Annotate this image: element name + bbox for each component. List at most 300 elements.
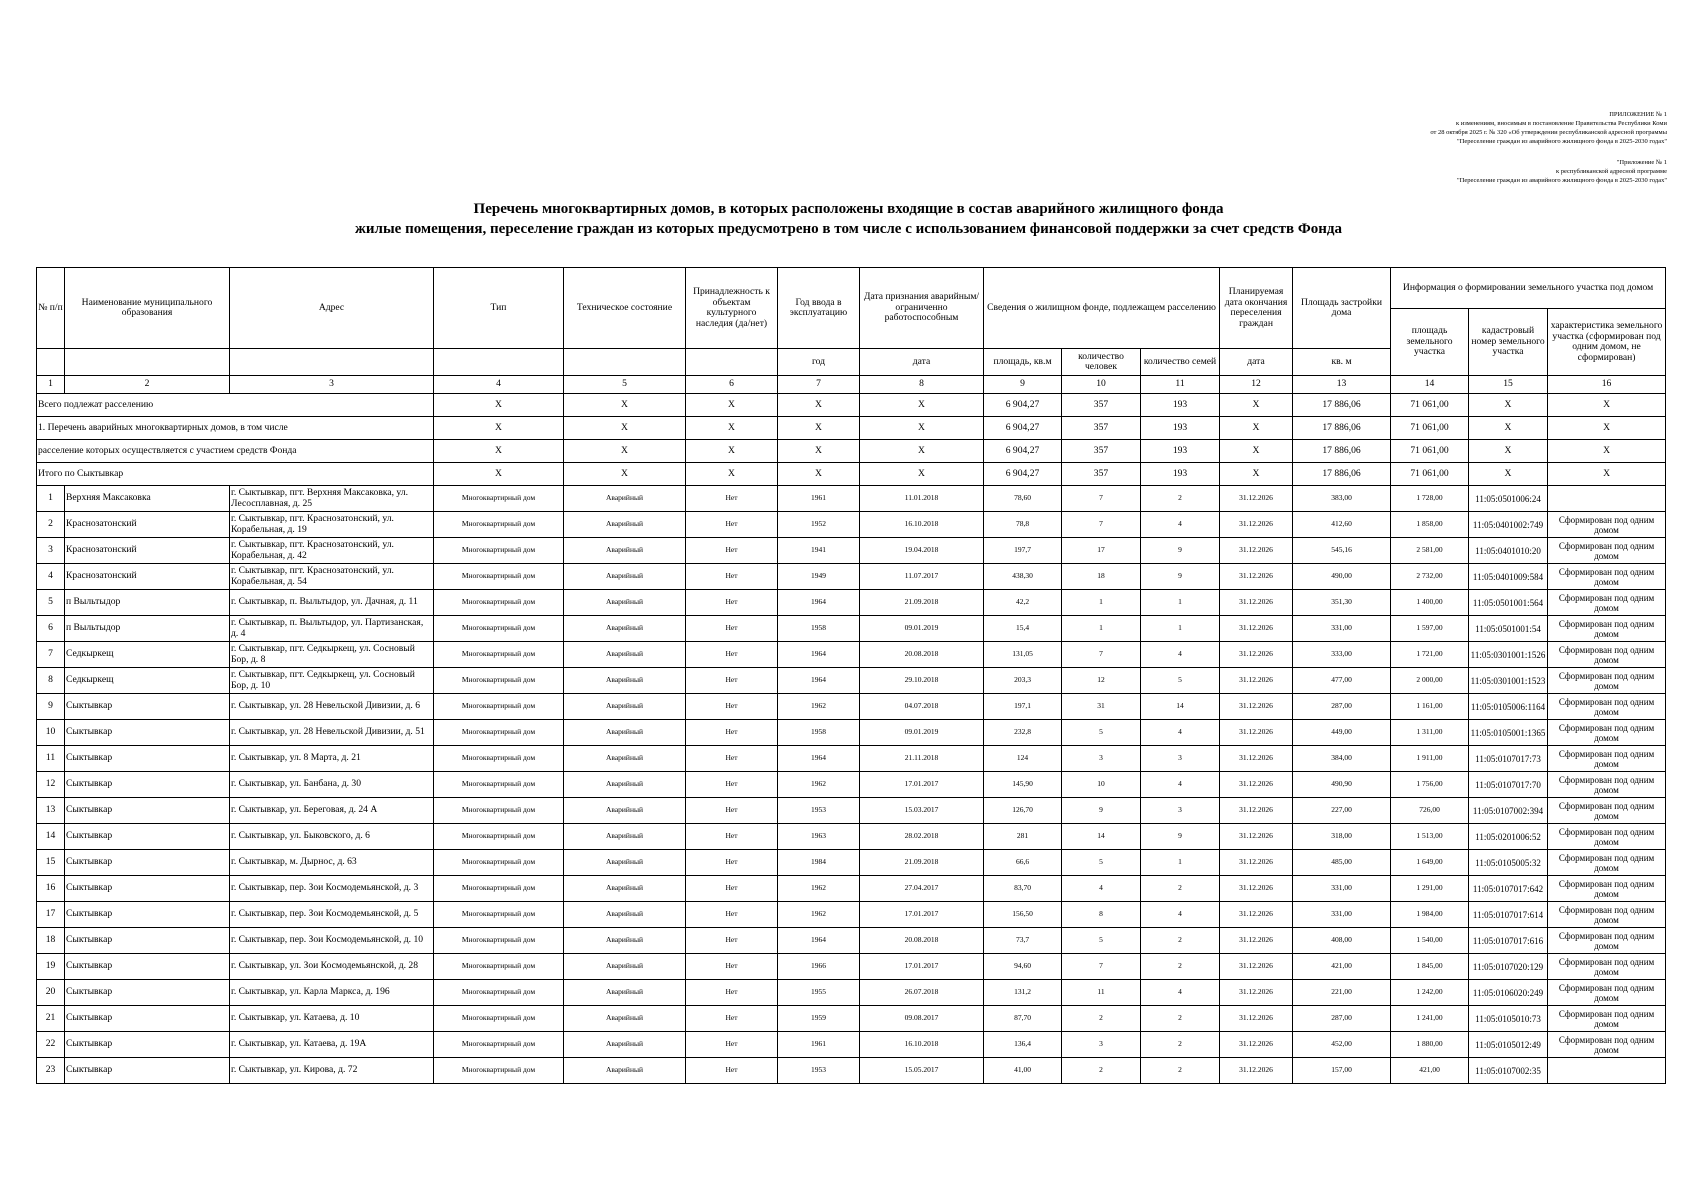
cell-cond: Аварийный bbox=[564, 564, 686, 590]
cell-land: 1 291,00 bbox=[1391, 876, 1469, 902]
cell-type: Многоквартирный дом bbox=[434, 1032, 564, 1058]
cell-cad: 11:05:0107017:614 bbox=[1469, 902, 1548, 928]
cell-her: Нет bbox=[686, 746, 778, 772]
cell-type: Многоквартирный дом bbox=[434, 616, 564, 642]
cell-her: Нет bbox=[686, 876, 778, 902]
cell-n: 11 bbox=[37, 746, 65, 772]
cell-area: 94,60 bbox=[984, 954, 1062, 980]
summary-cell: X bbox=[1548, 394, 1666, 417]
cell-chr: Сформирован под одним домом bbox=[1548, 590, 1666, 616]
cell-addr: г. Сыктывкар, пгт. Седкыркещ, ул. Сосновый Бор, д. 8 bbox=[230, 642, 434, 668]
cell-mun: Сыктывкар bbox=[65, 824, 230, 850]
cell-her: Нет bbox=[686, 512, 778, 538]
summary-cell: X bbox=[686, 417, 778, 440]
cell-chr: Сформирован под одним домом bbox=[1548, 876, 1666, 902]
cell-n: 2 bbox=[37, 512, 65, 538]
cell-year: 1962 bbox=[778, 876, 860, 902]
cell-bld: 490,90 bbox=[1293, 772, 1391, 798]
cell-bld: 318,00 bbox=[1293, 824, 1391, 850]
cell-area: 41,00 bbox=[984, 1058, 1062, 1084]
column-number: 5 bbox=[564, 376, 686, 394]
cell-cond: Аварийный bbox=[564, 798, 686, 824]
header-unit-empty bbox=[65, 349, 230, 376]
cell-type: Многоквартирный дом bbox=[434, 902, 564, 928]
cell-cond: Аварийный bbox=[564, 512, 686, 538]
cell-fam: 3 bbox=[1141, 746, 1220, 772]
cell-chr: Сформирован под одним домом bbox=[1548, 694, 1666, 720]
summary-cell: 17 886,06 bbox=[1293, 417, 1391, 440]
cell-land: 1 400,00 bbox=[1391, 590, 1469, 616]
cell-plan: 31.12.2026 bbox=[1220, 954, 1293, 980]
cell-year: 1964 bbox=[778, 590, 860, 616]
cell-fam: 2 bbox=[1141, 928, 1220, 954]
table-row bbox=[37, 668, 1666, 694]
cell-chr: Сформирован под одним домом bbox=[1548, 824, 1666, 850]
column-number: 10 bbox=[1062, 376, 1141, 394]
cell-n: 10 bbox=[37, 720, 65, 746]
document-title bbox=[0, 199, 1697, 239]
cell-cond: Аварийный bbox=[564, 824, 686, 850]
summary-cell: X bbox=[1220, 440, 1293, 463]
cell-area: 78,60 bbox=[984, 486, 1062, 512]
cell-date: 21.11.2018 bbox=[860, 746, 984, 772]
cell-date: 11.01.2018 bbox=[860, 486, 984, 512]
appendix-line: от 28 октября 2025 г. № 320 «Об утверждении республиканской адресной программы bbox=[1430, 129, 1667, 136]
summary-cell: X bbox=[778, 440, 860, 463]
cell-cond: Аварийный bbox=[564, 772, 686, 798]
cell-mun: Сыктывкар bbox=[65, 980, 230, 1006]
cell-date: 17.01.2017 bbox=[860, 772, 984, 798]
cell-type: Многоквартирный дом bbox=[434, 798, 564, 824]
summary-cell: X bbox=[1220, 417, 1293, 440]
cell-cond: Аварийный bbox=[564, 486, 686, 512]
cell-chr: Сформирован под одним домом bbox=[1548, 850, 1666, 876]
cell-addr: г. Сыктывкар, ул. Зои Космодемьянской, д. 28 bbox=[230, 954, 434, 980]
cell-people: 7 bbox=[1062, 642, 1141, 668]
cell-people: 2 bbox=[1062, 1006, 1141, 1032]
cell-bld: 412,60 bbox=[1293, 512, 1391, 538]
cell-date: 17.01.2017 bbox=[860, 954, 984, 980]
summary-row bbox=[37, 417, 1666, 440]
cell-year: 1963 bbox=[778, 824, 860, 850]
cell-her: Нет bbox=[686, 720, 778, 746]
cell-people: 4 bbox=[1062, 876, 1141, 902]
cell-bld: 485,00 bbox=[1293, 850, 1391, 876]
cell-cad: 11:05:0501001:564 bbox=[1469, 590, 1548, 616]
cell-her: Нет bbox=[686, 824, 778, 850]
cell-addr: г. Сыктывкар, пгт. Верхняя Максаковка, ул. Лесосплавная, д. 25 bbox=[230, 486, 434, 512]
cell-area: 156,50 bbox=[984, 902, 1062, 928]
summary-cell: X bbox=[1220, 463, 1293, 486]
cell-n: 5 bbox=[37, 590, 65, 616]
cell-plan: 31.12.2026 bbox=[1220, 746, 1293, 772]
summary-row bbox=[37, 394, 1666, 417]
table-row bbox=[37, 902, 1666, 928]
cell-her: Нет bbox=[686, 980, 778, 1006]
header-type: Тип bbox=[434, 268, 564, 349]
cell-mun: Сыктывкар bbox=[65, 798, 230, 824]
summary-cell: 71 061,00 bbox=[1391, 440, 1469, 463]
cell-date: 16.10.2018 bbox=[860, 1032, 984, 1058]
summary-cell: X bbox=[564, 440, 686, 463]
header-unit-sqm: кв. м bbox=[1293, 349, 1391, 376]
cell-plan: 31.12.2026 bbox=[1220, 1058, 1293, 1084]
header-cadastral: кадастровый номер земельного участка bbox=[1469, 309, 1548, 376]
cell-type: Многоквартирный дом bbox=[434, 694, 564, 720]
cell-fam: 1 bbox=[1141, 616, 1220, 642]
cell-cond: Аварийный bbox=[564, 954, 686, 980]
cell-bld: 331,00 bbox=[1293, 902, 1391, 928]
summary-cell: X bbox=[778, 394, 860, 417]
cell-cond: Аварийный bbox=[564, 850, 686, 876]
table-row bbox=[37, 590, 1666, 616]
summary-cell: X bbox=[434, 417, 564, 440]
table-row bbox=[37, 564, 1666, 590]
cell-mun: Седкыркещ bbox=[65, 642, 230, 668]
summary-cell: X bbox=[1220, 394, 1293, 417]
cell-plan: 31.12.2026 bbox=[1220, 486, 1293, 512]
column-number: 1 bbox=[37, 376, 65, 394]
column-number: 13 bbox=[1293, 376, 1391, 394]
cell-type: Многоквартирный дом bbox=[434, 876, 564, 902]
cell-plan: 31.12.2026 bbox=[1220, 850, 1293, 876]
cell-type: Многоквартирный дом bbox=[434, 928, 564, 954]
cell-addr: г. Сыктывкар, пер. Зои Космодемьянской, д. 3 bbox=[230, 876, 434, 902]
column-number: 15 bbox=[1469, 376, 1548, 394]
cell-plan: 31.12.2026 bbox=[1220, 512, 1293, 538]
summary-cell: X bbox=[434, 440, 564, 463]
summary-label: 1. Перечень аварийных многоквартирных домов, в том числе bbox=[37, 417, 434, 440]
cell-year: 1964 bbox=[778, 928, 860, 954]
cell-cond: Аварийный bbox=[564, 668, 686, 694]
cell-plan: 31.12.2026 bbox=[1220, 1006, 1293, 1032]
cell-cad: 11:05:0106020:249 bbox=[1469, 980, 1548, 1006]
header-unit-area: площадь, кв.м bbox=[984, 349, 1062, 376]
cell-fam: 2 bbox=[1141, 1058, 1220, 1084]
cell-people: 12 bbox=[1062, 668, 1141, 694]
summary-cell: 17 886,06 bbox=[1293, 463, 1391, 486]
cell-people: 10 bbox=[1062, 772, 1141, 798]
cell-area: 78,8 bbox=[984, 512, 1062, 538]
cell-plan: 31.12.2026 bbox=[1220, 824, 1293, 850]
cell-n: 12 bbox=[37, 772, 65, 798]
cell-bld: 477,00 bbox=[1293, 668, 1391, 694]
header-unit-date: дата bbox=[860, 349, 984, 376]
cell-mun: Краснозатонский bbox=[65, 538, 230, 564]
cell-chr: Сформирован под одним домом bbox=[1548, 902, 1666, 928]
cell-plan: 31.12.2026 bbox=[1220, 798, 1293, 824]
cell-her: Нет bbox=[686, 642, 778, 668]
table-row bbox=[37, 512, 1666, 538]
cell-type: Многоквартирный дом bbox=[434, 512, 564, 538]
cell-date: 15.05.2017 bbox=[860, 1058, 984, 1084]
cell-area: 281 bbox=[984, 824, 1062, 850]
summary-label: Итого по Сыктывкар bbox=[37, 463, 434, 486]
cell-area: 197,1 bbox=[984, 694, 1062, 720]
cell-fam: 2 bbox=[1141, 876, 1220, 902]
cell-date: 21.09.2018 bbox=[860, 590, 984, 616]
cell-date: 19.04.2018 bbox=[860, 538, 984, 564]
cell-n: 17 bbox=[37, 902, 65, 928]
cell-addr: г. Сыктывкар, ул. Банбана, д. 30 bbox=[230, 772, 434, 798]
cell-cad: 11:05:0201006:52 bbox=[1469, 824, 1548, 850]
cell-fam: 2 bbox=[1141, 954, 1220, 980]
cell-chr: Сформирован под одним домом bbox=[1548, 798, 1666, 824]
summary-cell: 6 904,27 bbox=[984, 394, 1062, 417]
header-unit-families: количество семей bbox=[1141, 349, 1220, 376]
summary-cell: X bbox=[686, 440, 778, 463]
table-row bbox=[37, 746, 1666, 772]
table-row bbox=[37, 954, 1666, 980]
cell-year: 1941 bbox=[778, 538, 860, 564]
cell-n: 19 bbox=[37, 954, 65, 980]
column-number: 9 bbox=[984, 376, 1062, 394]
cell-chr: Сформирован под одним домом bbox=[1548, 772, 1666, 798]
cell-her: Нет bbox=[686, 850, 778, 876]
housing-table bbox=[36, 267, 1666, 1084]
cell-area: 131,05 bbox=[984, 642, 1062, 668]
cell-bld: 331,00 bbox=[1293, 616, 1391, 642]
cell-cad: 11:05:0107017:70 bbox=[1469, 772, 1548, 798]
cell-year: 1961 bbox=[778, 486, 860, 512]
cell-type: Многоквартирный дом bbox=[434, 746, 564, 772]
cell-area: 438,30 bbox=[984, 564, 1062, 590]
cell-year: 1959 bbox=[778, 1006, 860, 1032]
header-building-area: Площадь застройки дома bbox=[1293, 268, 1391, 349]
summary-cell: 357 bbox=[1062, 440, 1141, 463]
header-unit-empty bbox=[564, 349, 686, 376]
cell-fam: 4 bbox=[1141, 512, 1220, 538]
table-row bbox=[37, 616, 1666, 642]
cell-fam: 1 bbox=[1141, 850, 1220, 876]
cell-land: 1 513,00 bbox=[1391, 824, 1469, 850]
appendix-line: "Переселение граждан из аварийного жилищного фонда в 2025-2030 годах" bbox=[1456, 138, 1667, 145]
cell-n: 9 bbox=[37, 694, 65, 720]
cell-date: 16.10.2018 bbox=[860, 512, 984, 538]
cell-cad: 11:05:0105010:73 bbox=[1469, 1006, 1548, 1032]
summary-cell: X bbox=[1469, 463, 1548, 486]
summary-cell: 193 bbox=[1141, 463, 1220, 486]
cell-year: 1958 bbox=[778, 616, 860, 642]
cell-type: Многоквартирный дом bbox=[434, 486, 564, 512]
cell-type: Многоквартирный дом bbox=[434, 538, 564, 564]
cell-n: 23 bbox=[37, 1058, 65, 1084]
cell-date: 11.07.2017 bbox=[860, 564, 984, 590]
summary-cell: 193 bbox=[1141, 394, 1220, 417]
cell-people: 7 bbox=[1062, 512, 1141, 538]
header-unit-empty bbox=[230, 349, 434, 376]
summary-cell: X bbox=[860, 394, 984, 417]
cell-land: 1 161,00 bbox=[1391, 694, 1469, 720]
cell-people: 1 bbox=[1062, 590, 1141, 616]
cell-cond: Аварийный bbox=[564, 642, 686, 668]
cell-date: 09.08.2017 bbox=[860, 1006, 984, 1032]
summary-cell: X bbox=[686, 463, 778, 486]
summary-cell: X bbox=[1469, 440, 1548, 463]
cell-her: Нет bbox=[686, 1006, 778, 1032]
cell-n: 4 bbox=[37, 564, 65, 590]
cell-cad: 11:05:0105005:32 bbox=[1469, 850, 1548, 876]
cell-chr: Сформирован под одним домом bbox=[1548, 1006, 1666, 1032]
title-line-2: жилые помещения, переселение граждан из которых предусмотрено в том числе с использованием финансовой поддержки за счет средств Фонда bbox=[355, 221, 1342, 237]
cell-plan: 31.12.2026 bbox=[1220, 980, 1293, 1006]
cell-cad: 11:05:0501001:54 bbox=[1469, 616, 1548, 642]
cell-cad: 11:05:0107020:129 bbox=[1469, 954, 1548, 980]
summary-cell: 71 061,00 bbox=[1391, 394, 1469, 417]
cell-area: 15,4 bbox=[984, 616, 1062, 642]
cell-n: 21 bbox=[37, 1006, 65, 1032]
cell-year: 1964 bbox=[778, 668, 860, 694]
cell-area: 87,70 bbox=[984, 1006, 1062, 1032]
cell-fam: 14 bbox=[1141, 694, 1220, 720]
cell-mun: Сыктывкар bbox=[65, 1058, 230, 1084]
cell-date: 17.01.2017 bbox=[860, 902, 984, 928]
cell-cad: 11:05:0401010:20 bbox=[1469, 538, 1548, 564]
cell-date: 09.01.2019 bbox=[860, 720, 984, 746]
cell-cad: 11:05:0105012:49 bbox=[1469, 1032, 1548, 1058]
cell-plan: 31.12.2026 bbox=[1220, 720, 1293, 746]
summary-cell: 193 bbox=[1141, 440, 1220, 463]
cell-mun: Сыктывкар bbox=[65, 954, 230, 980]
cell-type: Многоквартирный дом bbox=[434, 590, 564, 616]
cell-mun: Верхняя Максаковка bbox=[65, 486, 230, 512]
cell-fam: 2 bbox=[1141, 1006, 1220, 1032]
cell-year: 1962 bbox=[778, 694, 860, 720]
table-row bbox=[37, 824, 1666, 850]
cell-fam: 2 bbox=[1141, 486, 1220, 512]
cell-bld: 490,00 bbox=[1293, 564, 1391, 590]
cell-bld: 351,30 bbox=[1293, 590, 1391, 616]
cell-chr: Сформирован под одним домом bbox=[1548, 980, 1666, 1006]
cell-cond: Аварийный bbox=[564, 538, 686, 564]
cell-plan: 31.12.2026 bbox=[1220, 642, 1293, 668]
column-number: 2 bbox=[65, 376, 230, 394]
cell-cond: Аварийный bbox=[564, 902, 686, 928]
cell-cond: Аварийный bbox=[564, 1058, 686, 1084]
summary-cell: X bbox=[434, 394, 564, 417]
column-number: 4 bbox=[434, 376, 564, 394]
summary-cell: 71 061,00 bbox=[1391, 463, 1469, 486]
header-municipality: Наименование муниципального образования bbox=[65, 268, 230, 349]
cell-plan: 31.12.2026 bbox=[1220, 876, 1293, 902]
summary-cell: X bbox=[778, 463, 860, 486]
cell-land: 1 880,00 bbox=[1391, 1032, 1469, 1058]
cell-fam: 1 bbox=[1141, 590, 1220, 616]
cell-cad: 11:05:0501006:24 bbox=[1469, 486, 1548, 512]
summary-cell: 193 bbox=[1141, 417, 1220, 440]
table-row bbox=[37, 876, 1666, 902]
cell-cond: Аварийный bbox=[564, 980, 686, 1006]
summary-cell: 6 904,27 bbox=[984, 417, 1062, 440]
cell-addr: г. Сыктывкар, м. Дырнос, д. 63 bbox=[230, 850, 434, 876]
summary-cell: X bbox=[860, 463, 984, 486]
cell-addr: г. Сыктывкар, п. Выльтыдор, ул. Партизанская, д. 4 bbox=[230, 616, 434, 642]
header-land-info: Информация о формировании земельного участка под домом bbox=[1391, 268, 1666, 309]
cell-cad: 11:05:0301001:1526 bbox=[1469, 642, 1548, 668]
cell-cad: 11:05:0107002:35 bbox=[1469, 1058, 1548, 1084]
cell-bld: 287,00 bbox=[1293, 694, 1391, 720]
cell-bld: 449,00 bbox=[1293, 720, 1391, 746]
cell-type: Многоквартирный дом bbox=[434, 668, 564, 694]
cell-cond: Аварийный bbox=[564, 720, 686, 746]
cell-land: 726,00 bbox=[1391, 798, 1469, 824]
cell-addr: г. Сыктывкар, ул. 28 Невельской Дивизии, д. 51 bbox=[230, 720, 434, 746]
header-characteristic: характеристика земельного участка (сформирован под одним домом, не сформирован) bbox=[1548, 309, 1666, 376]
summary-cell: X bbox=[686, 394, 778, 417]
cell-n: 20 bbox=[37, 980, 65, 1006]
cell-date: 04.07.2018 bbox=[860, 694, 984, 720]
cell-bld: 333,00 bbox=[1293, 642, 1391, 668]
table-row bbox=[37, 772, 1666, 798]
cell-addr: г. Сыктывкар, пер. Зои Космодемьянской, д. 10 bbox=[230, 928, 434, 954]
cell-people: 14 bbox=[1062, 824, 1141, 850]
cell-bld: 408,00 bbox=[1293, 928, 1391, 954]
cell-people: 1 bbox=[1062, 616, 1141, 642]
cell-year: 1953 bbox=[778, 1058, 860, 1084]
column-number: 6 bbox=[686, 376, 778, 394]
header-condition: Техническое состояние bbox=[564, 268, 686, 349]
cell-cond: Аварийный bbox=[564, 1032, 686, 1058]
cell-plan: 31.12.2026 bbox=[1220, 668, 1293, 694]
cell-chr bbox=[1548, 1058, 1666, 1084]
cell-mun: Сыктывкар bbox=[65, 720, 230, 746]
cell-land: 2 732,00 bbox=[1391, 564, 1469, 590]
cell-her: Нет bbox=[686, 590, 778, 616]
header-year: Год ввода в эксплуатацию bbox=[778, 268, 860, 349]
cell-year: 1958 bbox=[778, 720, 860, 746]
summary-cell: X bbox=[860, 440, 984, 463]
summary-cell: 17 886,06 bbox=[1293, 394, 1391, 417]
cell-bld: 157,00 bbox=[1293, 1058, 1391, 1084]
cell-fam: 9 bbox=[1141, 538, 1220, 564]
cell-date: 29.10.2018 bbox=[860, 668, 984, 694]
cell-year: 1952 bbox=[778, 512, 860, 538]
cell-addr: г. Сыктывкар, ул. Карла Маркса, д. 196 bbox=[230, 980, 434, 1006]
appendix-line: к изменениям, вносимым в постановление Правительства Республики Коми bbox=[1455, 120, 1667, 127]
cell-n: 15 bbox=[37, 850, 65, 876]
cell-chr: Сформирован под одним домом bbox=[1548, 564, 1666, 590]
cell-year: 1964 bbox=[778, 642, 860, 668]
cell-mun: Сыктывкар bbox=[65, 772, 230, 798]
cell-area: 126,70 bbox=[984, 798, 1062, 824]
summary-label: расселение которых осуществляется с участием средств Фонда bbox=[37, 440, 434, 463]
cell-year: 1953 bbox=[778, 798, 860, 824]
cell-people: 5 bbox=[1062, 850, 1141, 876]
cell-mun: Сыктывкар bbox=[65, 694, 230, 720]
cell-people: 8 bbox=[1062, 902, 1141, 928]
summary-cell: X bbox=[860, 417, 984, 440]
header-unit-year: год bbox=[778, 349, 860, 376]
cell-cad: 11:05:0401002:749 bbox=[1469, 512, 1548, 538]
cell-chr: Сформирован под одним домом bbox=[1548, 668, 1666, 694]
cell-people: 11 bbox=[1062, 980, 1141, 1006]
summary-cell: 357 bbox=[1062, 394, 1141, 417]
header-address: Адрес bbox=[230, 268, 434, 349]
cell-people: 5 bbox=[1062, 928, 1141, 954]
cell-area: 232,8 bbox=[984, 720, 1062, 746]
cell-year: 1949 bbox=[778, 564, 860, 590]
cell-her: Нет bbox=[686, 694, 778, 720]
cell-cad: 11:05:0107017:73 bbox=[1469, 746, 1548, 772]
summary-cell: 71 061,00 bbox=[1391, 417, 1469, 440]
table-row bbox=[37, 1032, 1666, 1058]
cell-chr: Сформирован под одним домом bbox=[1548, 642, 1666, 668]
header-date-recognition: Дата признания аварийным/ограниченно работоспособным bbox=[860, 268, 984, 349]
column-number: 11 bbox=[1141, 376, 1220, 394]
summary-row bbox=[37, 440, 1666, 463]
cell-land: 1 242,00 bbox=[1391, 980, 1469, 1006]
cell-people: 7 bbox=[1062, 486, 1141, 512]
